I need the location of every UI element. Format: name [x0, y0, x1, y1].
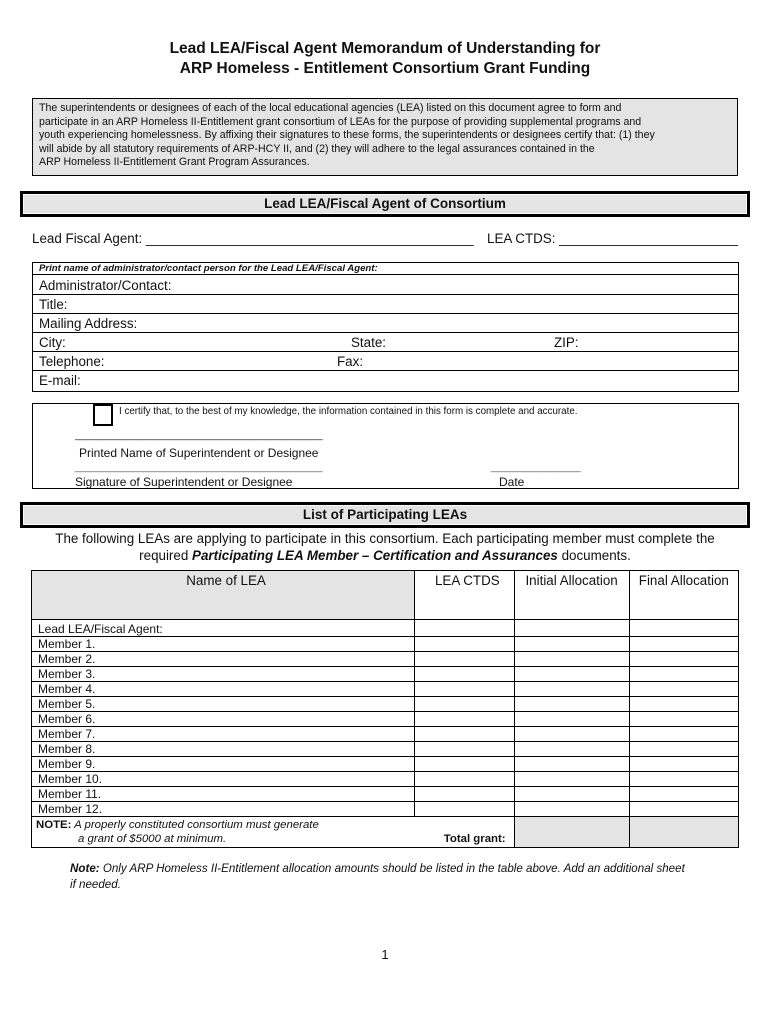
participating-desc-line2 — [0, 548, 770, 563]
printed-name-line[interactable]: _______________________________________________ — [75, 430, 323, 441]
intro-line: youth experiencing homelessness. By affixing their signatures to these forms, the superintendents or designees certify that: (1) they — [39, 129, 655, 142]
mailing-address-label: Mailing Address: — [39, 316, 138, 331]
total-grant-label: Total grant: — [443, 833, 506, 845]
final-allocation-cell[interactable] — [629, 697, 738, 712]
final-allocation-cell[interactable] — [629, 620, 738, 637]
lea-ctds-cell[interactable] — [415, 772, 515, 787]
document-title-line1: Lead LEA/Fiscal Agent Memorandum of Understanding for — [169, 40, 601, 57]
final-allocation-cell[interactable] — [629, 637, 738, 652]
signature-line[interactable]: _______________________________________________ — [75, 462, 323, 473]
admin-contact-label: Administrator/Contact: — [39, 278, 172, 293]
section-banner-title: Lead LEA/Fiscal Agent of Consortium — [23, 194, 747, 214]
email-field[interactable] — [33, 371, 738, 390]
lea-ctds-cell[interactable] — [415, 712, 515, 727]
final-allocation-cell[interactable] — [629, 727, 738, 742]
section-banner-title: List of Participating LEAs — [23, 505, 747, 525]
lea-ctds-cell[interactable] — [415, 757, 515, 772]
total-initial-allocation[interactable] — [514, 817, 629, 848]
intro-line: participate in an ARP Homeless II-Entitlement grant consortium of LEAs for the purpose of providing supplemental programs and — [39, 115, 642, 128]
column-header: LEA CTDS — [415, 571, 515, 620]
city-state-zip-row[interactable] — [33, 333, 738, 352]
certification-block — [32, 403, 739, 489]
table-row — [32, 727, 739, 742]
initial-allocation-cell[interactable] — [514, 620, 629, 637]
initial-allocation-cell[interactable] — [514, 712, 629, 727]
participating-leas-table — [31, 570, 739, 848]
lea-name-cell[interactable]: Member 3. — [32, 667, 415, 682]
intro-line: will abide by all statutory requirements of ARP-HCY II, and (2) they will adhere to the legal assurances contained in the — [39, 142, 595, 155]
table-row — [32, 772, 739, 787]
table-row — [32, 667, 739, 682]
table-row — [32, 637, 739, 652]
section-banner-participating-leas — [20, 502, 750, 528]
final-allocation-cell[interactable] — [629, 802, 738, 817]
initial-allocation-cell[interactable] — [514, 652, 629, 667]
admin-contact-field[interactable] — [33, 276, 738, 295]
lea-ctds-cell[interactable] — [415, 637, 515, 652]
final-allocation-cell[interactable] — [629, 787, 738, 802]
footer-note — [70, 861, 685, 893]
final-allocation-cell[interactable] — [629, 772, 738, 787]
printed-name-label: Printed Name of Superintendent or Designee — [79, 446, 319, 460]
document-title-line2: ARP Homeless - Entitlement Consortium Grant Funding — [179, 60, 591, 77]
table-row — [32, 787, 739, 802]
contact-header: Print name of administrator/contact person for the Lead LEA/Fiscal Agent: — [33, 263, 738, 275]
telephone-label: Telephone: — [39, 354, 105, 369]
column-header: Initial Allocation — [514, 571, 629, 620]
lea-name-cell[interactable]: Member 11. — [32, 787, 415, 802]
initial-allocation-cell[interactable] — [514, 697, 629, 712]
intro-paragraph — [32, 98, 738, 176]
lea-ctds-cell[interactable] — [415, 697, 515, 712]
initial-allocation-cell[interactable] — [514, 742, 629, 757]
final-allocation-cell[interactable] — [629, 712, 738, 727]
table-row — [32, 697, 739, 712]
lea-name-cell[interactable]: Member 1. — [32, 637, 415, 652]
state-label: State: — [351, 335, 386, 350]
final-allocation-cell[interactable] — [629, 682, 738, 697]
certify-statement: I certify that, to the best of my knowledge, the information contained in this form is complete and accurate. — [119, 406, 578, 417]
footer-note-text: if needed. — [70, 878, 121, 891]
initial-allocation-cell[interactable] — [514, 637, 629, 652]
final-allocation-cell[interactable] — [629, 652, 738, 667]
table-row — [32, 802, 739, 817]
note-cell — [32, 817, 515, 848]
initial-allocation-cell[interactable] — [514, 802, 629, 817]
lea-ctds-cell[interactable] — [415, 652, 515, 667]
note-text: A properly constituted consortium must generate — [71, 819, 319, 831]
table-row — [32, 652, 739, 667]
email-label: E-mail: — [39, 373, 81, 388]
lead-fiscal-agent-field[interactable]: Lead Fiscal Agent: ____________________________________________ — [32, 231, 474, 246]
initial-allocation-cell[interactable] — [514, 757, 629, 772]
lea-name-cell[interactable]: Member 9. — [32, 757, 415, 772]
lea-name-cell[interactable]: Member 4. — [32, 682, 415, 697]
final-allocation-cell[interactable] — [629, 742, 738, 757]
lea-name-cell[interactable]: Member 10. — [32, 772, 415, 787]
mailing-address-field[interactable] — [33, 314, 738, 333]
initial-allocation-cell[interactable] — [514, 727, 629, 742]
date-label: Date — [499, 475, 525, 489]
fax-label: Fax: — [337, 354, 364, 369]
lea-ctds-cell[interactable] — [415, 620, 515, 637]
table-row — [32, 757, 739, 772]
lea-name-cell[interactable]: Member 6. — [32, 712, 415, 727]
lea-ctds-cell[interactable] — [415, 727, 515, 742]
signature-label: Signature of Superintendent or Designee — [75, 475, 293, 489]
participating-desc-line1: The following LEAs are applying to participate in this consortium. Each participating member must complete the — [55, 531, 715, 546]
contact-info-table — [32, 262, 739, 392]
page-number: 1 — [381, 947, 389, 962]
table-row — [32, 620, 739, 637]
lea-name-cell[interactable]: Member 8. — [32, 742, 415, 757]
lea-name-cell[interactable]: Member 5. — [32, 697, 415, 712]
lea-ctds-cell[interactable] — [415, 682, 515, 697]
initial-allocation-cell[interactable] — [514, 682, 629, 697]
lea-name-cell[interactable]: Member 7. — [32, 727, 415, 742]
lea-name-cell[interactable]: Member 12. — [32, 802, 415, 817]
note-text: a grant of $5000 at minimum. — [78, 833, 227, 845]
column-header: Name of LEA — [32, 571, 415, 620]
column-header: Final Allocation — [629, 571, 738, 620]
footer-note-text: Only ARP Homeless II-Entitlement allocation amounts should be listed in the table above. Add an additional sheet — [99, 862, 685, 875]
lea-ctds-cell[interactable] — [415, 667, 515, 682]
initial-allocation-cell[interactable] — [514, 667, 629, 682]
city-label: City: — [39, 335, 66, 350]
table-row — [32, 742, 739, 757]
note-label: NOTE: — [36, 819, 72, 831]
initial-allocation-cell[interactable] — [514, 787, 629, 802]
lea-name-cell[interactable]: Member 2. — [32, 652, 415, 667]
final-allocation-cell[interactable] — [629, 667, 738, 682]
total-final-allocation[interactable] — [629, 817, 738, 848]
desc-suffix: documents. — [557, 548, 631, 563]
table-row — [32, 712, 739, 727]
lea-ctds-cell[interactable] — [415, 787, 515, 802]
zip-label: ZIP: — [554, 335, 579, 350]
intro-line: ARP Homeless II-Entitlement Grant Program Assurances. — [39, 156, 310, 169]
certify-checkbox[interactable] — [93, 404, 113, 426]
date-line[interactable]: _________________ — [491, 462, 581, 473]
lea-name-cell[interactable]: Lead LEA/Fiscal Agent: — [32, 620, 415, 637]
lea-ctds-cell[interactable] — [415, 802, 515, 817]
title-label: Title: — [39, 297, 68, 312]
footer-note-label: Note: — [70, 862, 100, 875]
title-field[interactable] — [33, 295, 738, 314]
lea-ctds-field[interactable]: LEA CTDS: ________________________ — [487, 231, 738, 246]
initial-allocation-cell[interactable] — [514, 772, 629, 787]
table-row — [32, 682, 739, 697]
telephone-fax-row[interactable] — [33, 352, 738, 371]
desc-prefix: required — [139, 548, 193, 563]
lea-ctds-cell[interactable] — [415, 742, 515, 757]
intro-line: The superintendents or designees of each of the local educational agencies (LEA) listed on this document agree to form and — [39, 102, 622, 114]
final-allocation-cell[interactable] — [629, 757, 738, 772]
section-banner-fiscal-agent — [20, 191, 750, 217]
desc-bold-doc-name: Participating LEA Member – Certification and Assurances — [192, 548, 558, 563]
